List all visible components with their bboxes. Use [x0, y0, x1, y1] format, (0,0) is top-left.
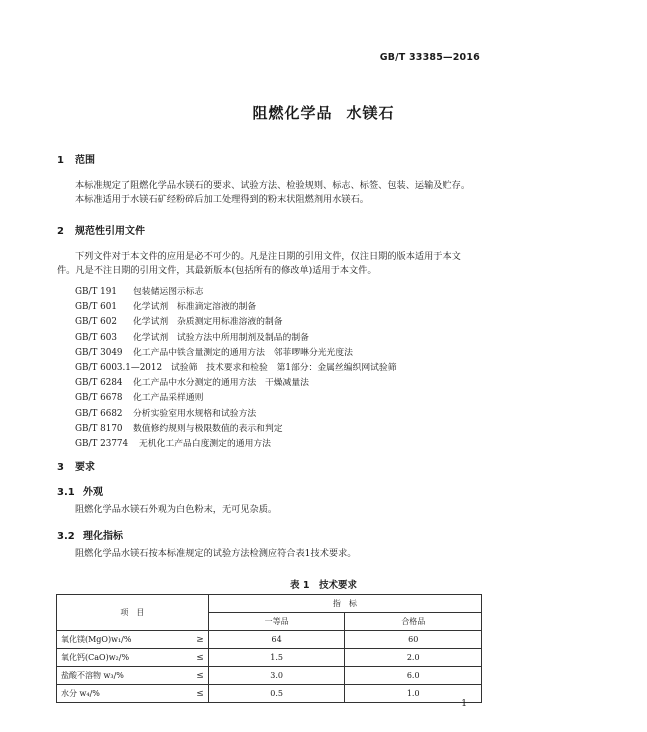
reference-item — [75, 422, 397, 437]
reference-title: 化学试剂 标准滴定溶液的制备 — [133, 302, 257, 313]
comparison-symbol: ≤ — [186, 649, 208, 667]
reference-code: GB/T 603 — [75, 332, 117, 343]
reference-title: 化工产品采样通则 — [133, 393, 204, 404]
comparison-symbol: ≤ — [186, 667, 208, 685]
section-number: 3 — [57, 462, 64, 473]
reference-code: GB/T 602 — [75, 317, 117, 328]
reference-code: GB/T 191 — [75, 287, 117, 297]
reference-item — [75, 346, 397, 361]
subsection-3-2-text: 阻燃化学品水镁石按本标准规定的试验方法检测应符合表1技术要求。 — [75, 548, 357, 559]
table-row — [57, 649, 482, 667]
reference-item — [75, 315, 397, 330]
reference-item — [75, 285, 397, 300]
reference-title: 化学试剂 杂质测定用标准溶液的制备 — [133, 317, 283, 328]
grade-2-value: 60 — [345, 631, 482, 649]
subsection-title: 外观 — [83, 487, 103, 498]
reference-item — [75, 376, 397, 391]
item-name: 盐酸不溶物 w₃/% — [57, 667, 186, 685]
item-name: 水分 w₄/% — [57, 685, 186, 703]
reference-code: GB/T 6682 — [75, 408, 123, 419]
grade-1-header: 一等品 — [208, 613, 345, 631]
section-2-paragraph-line-1: 下列文件对于本文件的应用是必不可少的。凡是注日期的引用文件，仅注日期的版本适用于本文 — [75, 251, 461, 262]
comparison-symbol: ≥ — [186, 631, 208, 649]
section-number: 2 — [57, 226, 64, 237]
subsection-3-2-heading — [57, 527, 123, 542]
grade-2-value: 2.0 — [345, 649, 482, 667]
subsection-number: 3.1 — [57, 487, 75, 498]
subsection-title: 理化指标 — [83, 531, 123, 542]
grade-1-value: 3.0 — [208, 667, 345, 685]
reference-code: GB/T 6003.1—2012 — [75, 363, 163, 374]
table-row — [57, 631, 482, 649]
comparison-symbol: ≤ — [186, 685, 208, 703]
item-name: 氧化钙(CaO)w₂/% — [57, 649, 186, 667]
reference-code: GB/T 23774 — [75, 439, 129, 450]
reference-code: GB/T 6284 — [75, 378, 123, 389]
document-title — [0, 102, 647, 123]
table-header-row — [57, 595, 482, 613]
item-column-header: 项 目 — [57, 595, 209, 631]
section-title: 规范性引用文件 — [75, 226, 145, 237]
standard-code: GB/T 33385—2016 — [379, 52, 480, 63]
title-part-2: 水镁石 — [346, 104, 395, 122]
reference-item — [75, 331, 397, 346]
reference-item — [75, 391, 397, 406]
subsection-3-1-text: 阻燃化学品水镁石外观为白色粉末，无可见杂质。 — [75, 504, 278, 515]
section-1-paragraph-1: 本标准规定了阻燃化学品水镁石的要求、试验方法、检验规则、标志、标签、包装、运输及贮存。 — [75, 180, 471, 191]
technical-requirements-table — [56, 594, 482, 703]
reference-code: GB/T 601 — [75, 302, 117, 313]
subsection-3-1-heading — [57, 483, 103, 498]
reference-title: 分析实验室用水规格和试验方法 — [133, 408, 257, 419]
grade-1-value: 1.5 — [208, 649, 345, 667]
section-1-heading — [57, 151, 95, 166]
grade-1-value: 0.5 — [208, 685, 345, 703]
reference-item — [75, 437, 397, 452]
grade-2-value: 6.0 — [345, 667, 482, 685]
reference-title: 无机化工产品白度测定的通用方法 — [139, 439, 271, 450]
section-1-paragraph-2: 本标准适用于水镁石矿经粉碎后加工处理得到的粉末状阻燃剂用水镁石。 — [75, 194, 369, 205]
table-row — [57, 685, 482, 703]
reference-item — [75, 361, 397, 376]
index-column-header: 指 标 — [208, 595, 481, 613]
reference-title: 试验筛 技术要求和检验 第1部分：金属丝编织网试验筛 — [171, 363, 397, 374]
reference-title: 化工产品中水分测定的通用方法 干燥减量法 — [133, 378, 309, 389]
grade-1-value: 64 — [208, 631, 345, 649]
reference-title: 数值修约规则与极限数值的表示和判定 — [133, 423, 283, 434]
item-name: 氧化镁(MgO)w₁/% — [57, 631, 186, 649]
subsection-number: 3.2 — [57, 531, 75, 542]
table-caption: 表 1 技术要求 — [290, 580, 357, 591]
grade-2-value: 1.0 — [345, 685, 482, 703]
reference-code: GB/T 8170 — [75, 423, 123, 434]
normative-reference-list — [75, 285, 397, 452]
section-number: 1 — [57, 155, 64, 166]
reference-item — [75, 300, 397, 315]
reference-title: 包装储运图示标志 — [133, 287, 204, 297]
table-row — [57, 667, 482, 685]
section-2-heading — [57, 222, 145, 237]
reference-code: GB/T 6678 — [75, 393, 123, 404]
grade-2-header: 合格品 — [345, 613, 482, 631]
section-3-heading — [57, 458, 95, 473]
page-number: 1 — [461, 699, 467, 709]
reference-title: 化学试剂 试验方法中所用制剂及制品的制备 — [133, 332, 309, 343]
title-part-1: 阻燃化学品 — [252, 104, 333, 122]
section-title: 要求 — [75, 462, 95, 473]
reference-title: 化工产品中铁含量测定的通用方法 邻菲啰啉分光光度法 — [133, 347, 353, 358]
section-2-paragraph-line-2: 件。凡是不注日期的引用文件，其最新版本(包括所有的修改单)适用于本文件。 — [57, 265, 377, 276]
reference-code: GB/T 3049 — [75, 347, 123, 358]
section-title: 范围 — [75, 155, 95, 166]
reference-item — [75, 407, 397, 422]
